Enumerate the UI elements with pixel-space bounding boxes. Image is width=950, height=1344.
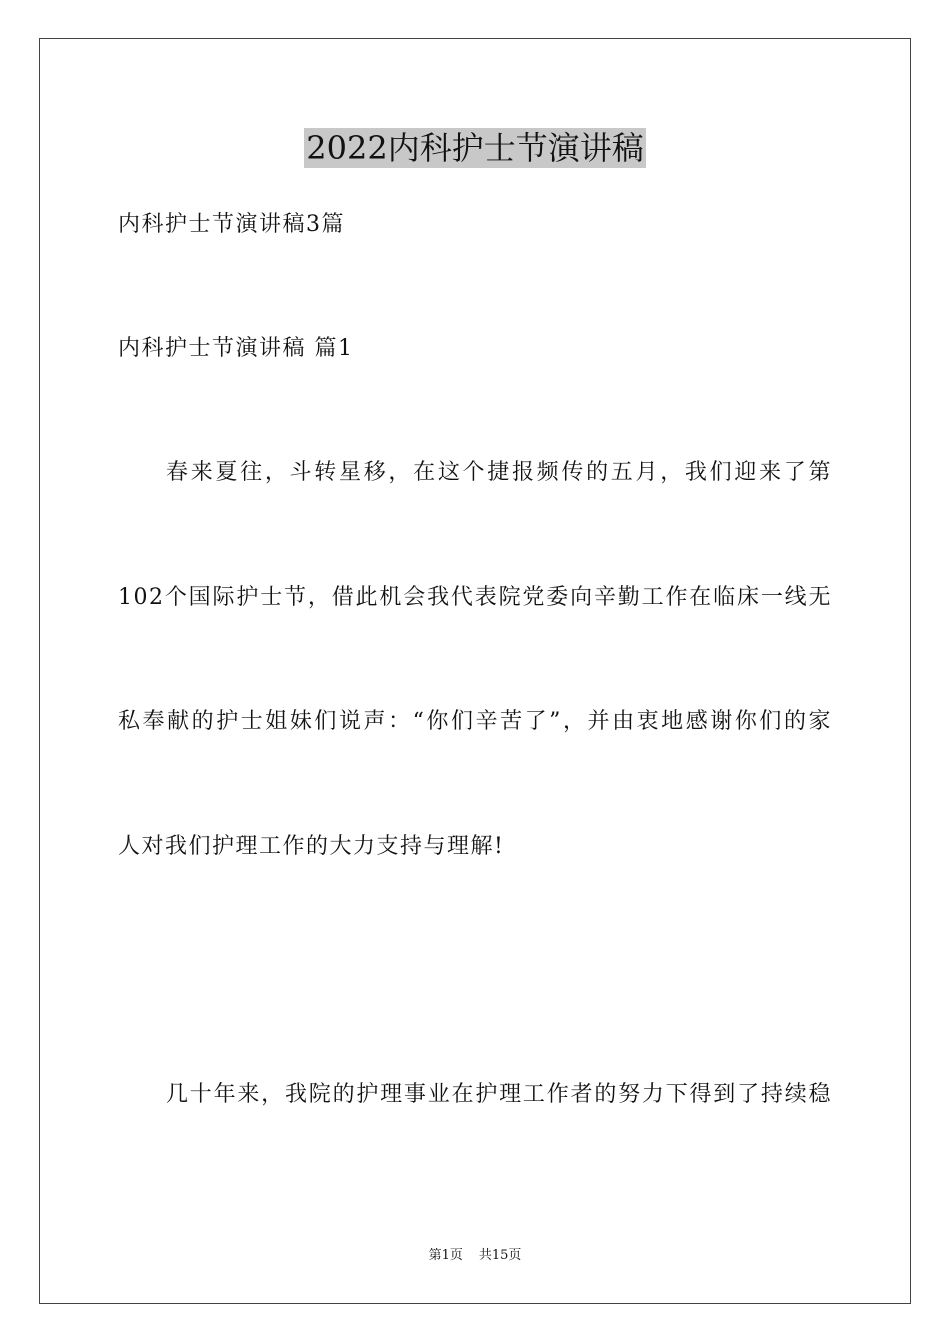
document-title: 2022内科护士节演讲稿 bbox=[306, 129, 644, 167]
page-total: 共15页 bbox=[478, 1248, 522, 1263]
paragraph1-line3: 私奉献的护士姐妹们说声：“你们辛苦了”，并由衷地感谢你们的家 bbox=[118, 709, 832, 734]
paragraph2-line1: 几十年来，我院的护理事业在护理工作者的努力下得到了持续稳 bbox=[166, 1082, 832, 1107]
page-number: 第1页 bbox=[428, 1248, 463, 1263]
paragraph1-line1: 春来夏往，斗转星移，在这个捷报频传的五月，我们迎来了第 bbox=[166, 460, 832, 485]
subtitle: 内科护士节演讲稿3篇 bbox=[118, 212, 345, 237]
paragraph1-line4: 人对我们护理工作的大力支持与理解! bbox=[118, 834, 505, 859]
title-container bbox=[0, 128, 950, 168]
section-heading: 内科护士节演讲稿 篇1 bbox=[118, 336, 354, 361]
paragraph1-line2: 102个国际护士节，借此机会我代表院党委向辛勤工作在临床一线无 bbox=[118, 585, 832, 610]
page-footer bbox=[0, 1247, 950, 1265]
